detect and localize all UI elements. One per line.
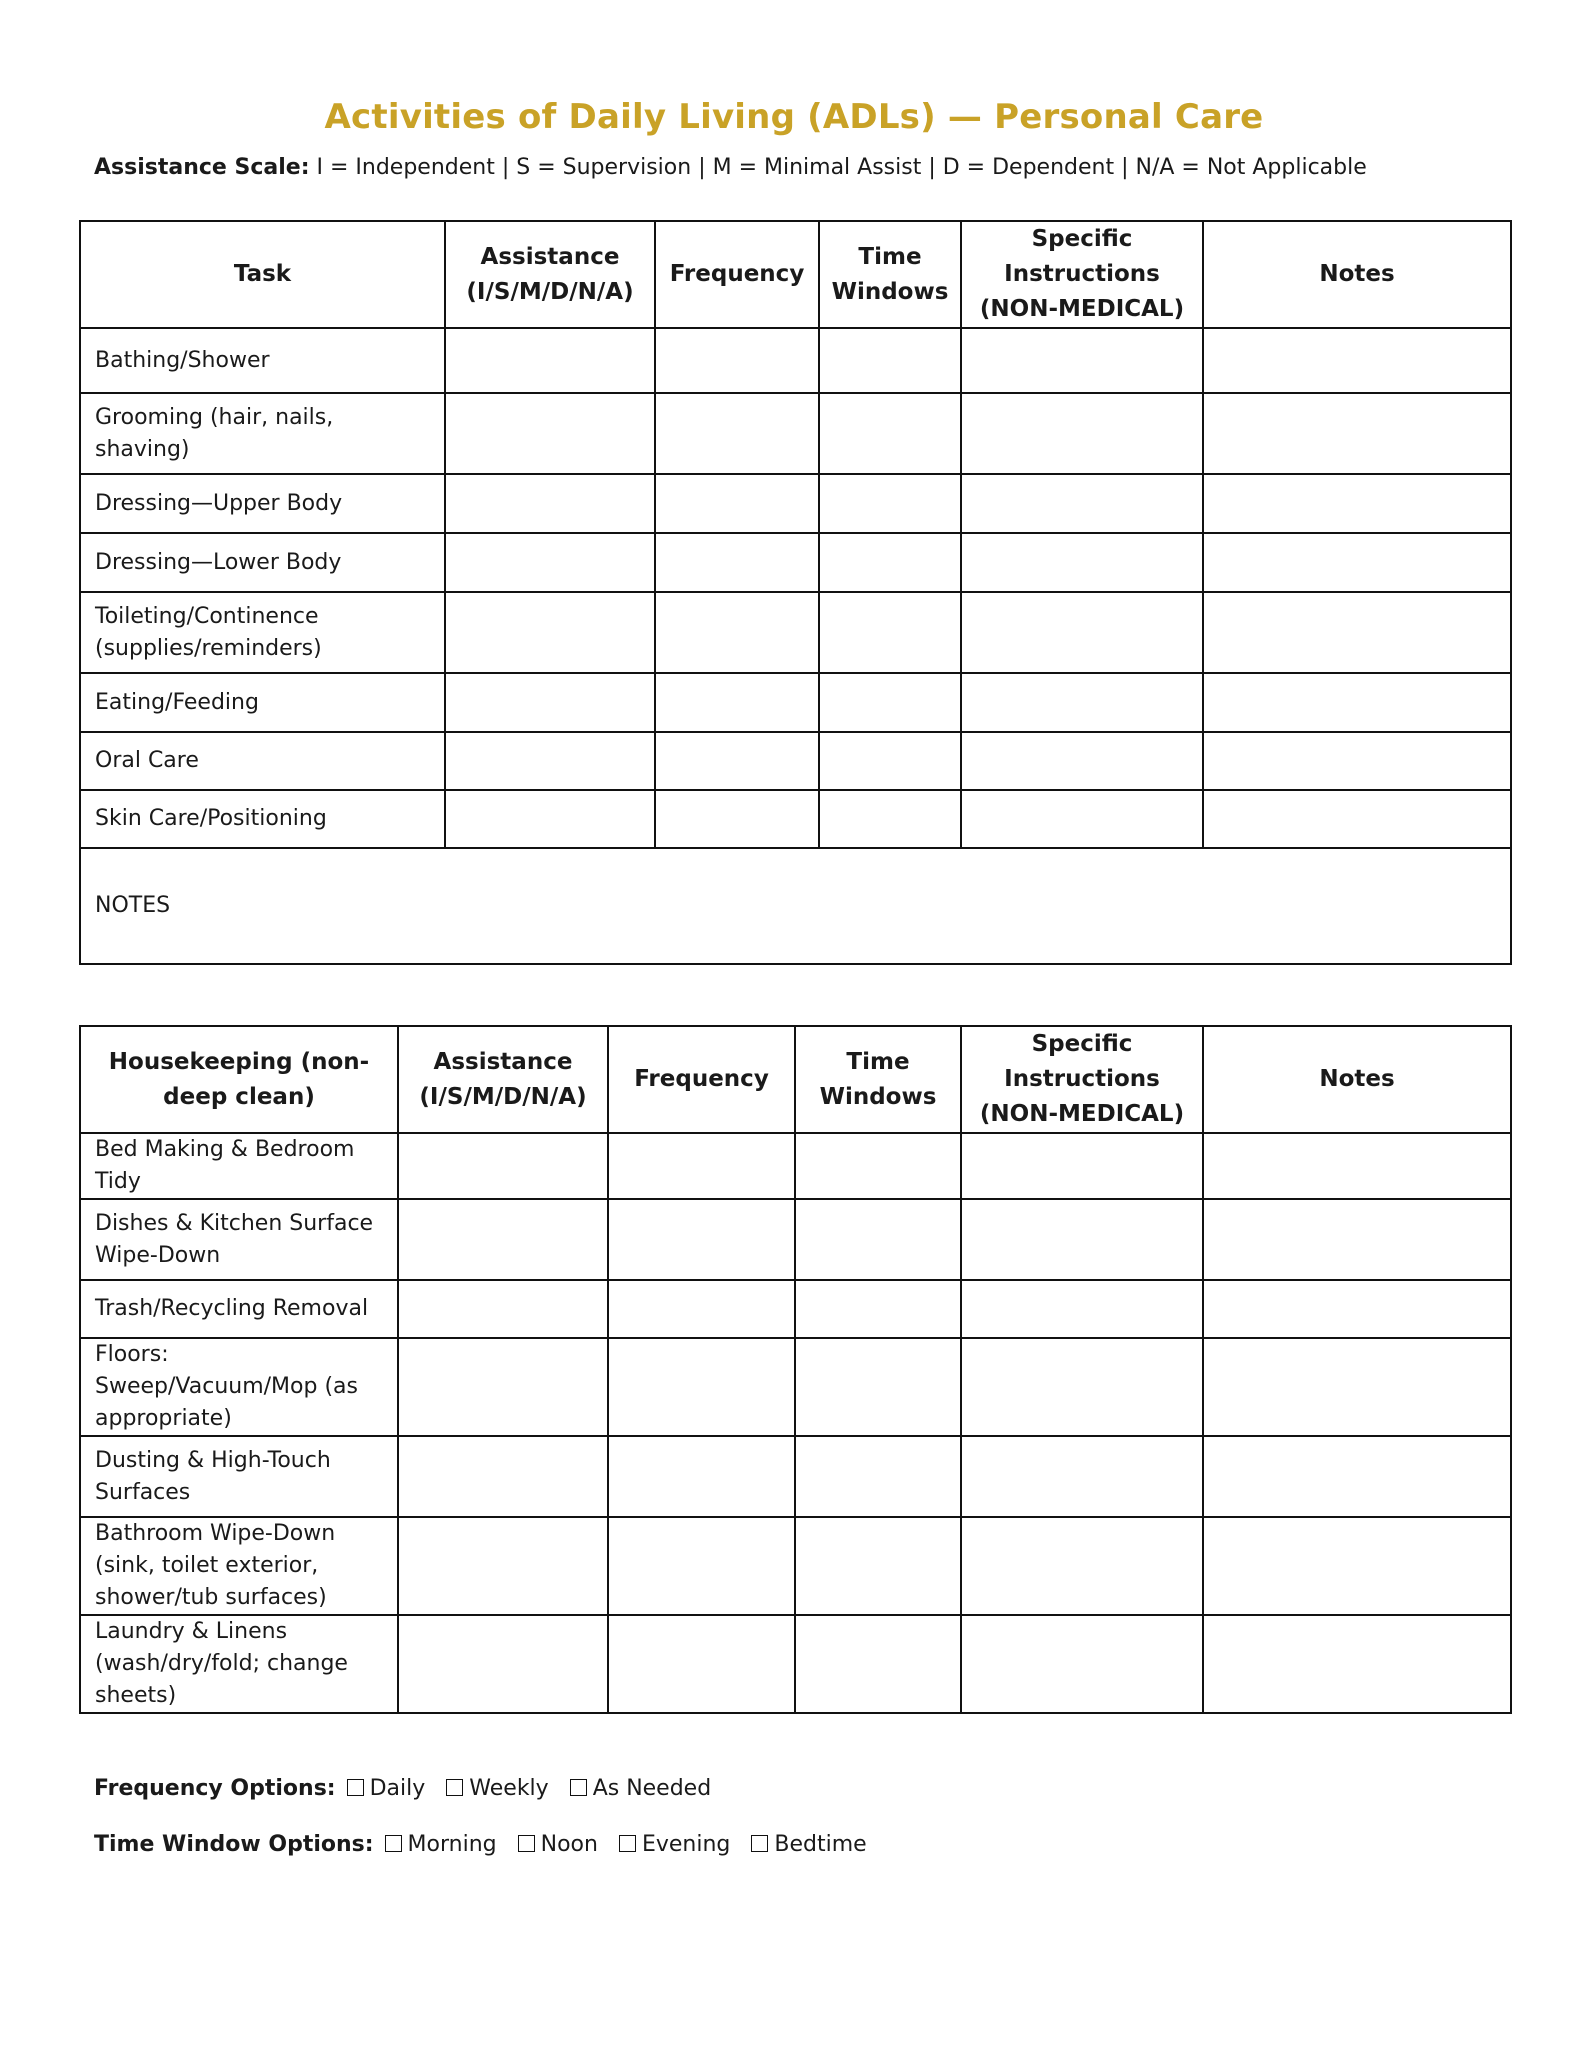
table-row xyxy=(80,790,1511,848)
adl-table xyxy=(79,220,1512,965)
notes-cell[interactable] xyxy=(1203,1338,1511,1436)
notes-cell[interactable] xyxy=(1203,1199,1511,1280)
notes-cell[interactable] xyxy=(1203,533,1511,592)
frequency-cell[interactable] xyxy=(655,790,819,848)
adl-task-label: Bathing/Shower xyxy=(80,328,445,393)
adl-task-label: Skin Care/Positioning xyxy=(80,790,445,848)
housekeeping-table xyxy=(79,1025,1512,1714)
assistance-scale-label: Assistance Scale: xyxy=(94,155,310,180)
time-window-cell[interactable] xyxy=(819,328,961,393)
frequency-cell[interactable] xyxy=(655,592,819,673)
option-label: Evening xyxy=(641,1832,731,1857)
frequency-cell[interactable] xyxy=(655,732,819,790)
checkbox-icon[interactable] xyxy=(570,1779,587,1796)
time-window-cell[interactable] xyxy=(819,592,961,673)
table-row xyxy=(80,1280,1511,1338)
option-label: Bedtime xyxy=(774,1832,867,1857)
table-row xyxy=(80,732,1511,790)
adl-header-assistance: Assistance (I/S/M/D/N/A) xyxy=(445,221,655,328)
hk-task-label: Dishes & Kitchen Surface Wipe-Down xyxy=(80,1199,398,1280)
table-row xyxy=(80,1199,1511,1280)
notes-row[interactable] xyxy=(80,848,1511,964)
table-row xyxy=(80,592,1511,673)
time-window-cell[interactable] xyxy=(795,1133,961,1199)
assistance-scale-text: I = Independent | S = Supervision | M = Minimal Assist | D = Dependent | N/A = Not Applicable xyxy=(316,155,1367,180)
checkbox-icon[interactable] xyxy=(446,1779,463,1796)
notes-cell[interactable] xyxy=(1203,1615,1511,1713)
adl-header-frequency: Frequency xyxy=(655,221,819,328)
frequency-cell[interactable] xyxy=(655,393,819,474)
assistance-cell[interactable] xyxy=(398,1517,608,1615)
frequency-cell[interactable] xyxy=(608,1280,795,1338)
assistance-cell[interactable] xyxy=(445,328,655,393)
adl-task-label: Grooming (hair, nails, shaving) xyxy=(80,393,445,474)
frequency-cell[interactable] xyxy=(608,1615,795,1713)
assistance-cell[interactable] xyxy=(398,1436,608,1517)
frequency-option-daily[interactable] xyxy=(347,1776,426,1801)
instructions-cell[interactable] xyxy=(961,393,1203,474)
instructions-cell[interactable] xyxy=(961,328,1203,393)
notes-label: NOTES xyxy=(80,848,1511,964)
adl-task-label: Oral Care xyxy=(80,732,445,790)
notes-cell[interactable] xyxy=(1203,790,1511,848)
option-label: Weekly xyxy=(469,1776,549,1801)
instructions-cell[interactable] xyxy=(961,732,1203,790)
table-row xyxy=(80,474,1511,533)
instructions-cell[interactable] xyxy=(961,1280,1203,1338)
checkbox-icon[interactable] xyxy=(347,1779,364,1796)
instructions-cell[interactable] xyxy=(961,790,1203,848)
checkbox-icon[interactable] xyxy=(751,1835,768,1852)
assistance-cell[interactable] xyxy=(398,1615,608,1713)
notes-cell[interactable] xyxy=(1203,673,1511,732)
instructions-cell[interactable] xyxy=(961,474,1203,533)
notes-cell[interactable] xyxy=(1203,474,1511,533)
notes-cell[interactable] xyxy=(1203,732,1511,790)
time-window-option-bedtime[interactable] xyxy=(751,1832,866,1857)
assistance-cell[interactable] xyxy=(445,533,655,592)
time-window-cell[interactable] xyxy=(819,790,961,848)
adl-task-label: Toileting/Continence (supplies/reminders) xyxy=(80,592,445,673)
frequency-options-label: Frequency Options: xyxy=(94,1776,336,1801)
time-window-cell[interactable] xyxy=(795,1338,961,1436)
assistance-cell[interactable] xyxy=(398,1338,608,1436)
hk-task-label: Laundry & Linens (wash/dry/fold; change sheets) xyxy=(80,1615,398,1713)
instructions-cell[interactable] xyxy=(961,1338,1203,1436)
instructions-cell[interactable] xyxy=(961,1615,1203,1713)
adl-header-task: Task xyxy=(80,221,445,328)
instructions-cell[interactable] xyxy=(961,673,1203,732)
option-label: Noon xyxy=(540,1832,598,1857)
frequency-cell[interactable] xyxy=(655,474,819,533)
time-window-option-evening[interactable] xyxy=(619,1832,730,1857)
assistance-cell[interactable] xyxy=(398,1199,608,1280)
instructions-cell[interactable] xyxy=(961,533,1203,592)
notes-cell[interactable] xyxy=(1203,1280,1511,1338)
instructions-cell[interactable] xyxy=(961,1133,1203,1199)
time-window-cell[interactable] xyxy=(795,1199,961,1280)
time-window-cell[interactable] xyxy=(819,393,961,474)
checkbox-icon[interactable] xyxy=(619,1835,636,1852)
hk-header-instructions: Specific Instructions (NON-MEDICAL) xyxy=(961,1026,1203,1133)
instructions-cell[interactable] xyxy=(961,1199,1203,1280)
hk-task-label: Trash/Recycling Removal xyxy=(80,1280,398,1338)
table-row xyxy=(80,1517,1511,1615)
option-label: Morning xyxy=(407,1832,497,1857)
frequency-cell[interactable] xyxy=(655,533,819,592)
adl-header-notes: Notes xyxy=(1203,221,1511,328)
frequency-cell[interactable] xyxy=(608,1436,795,1517)
adl-task-label: Eating/Feeding xyxy=(80,673,445,732)
assistance-cell[interactable] xyxy=(398,1133,608,1199)
table-row xyxy=(80,1133,1511,1199)
hk-header-notes: Notes xyxy=(1203,1026,1511,1133)
hk-task-label: Bed Making & Bedroom Tidy xyxy=(80,1133,398,1199)
notes-cell[interactable] xyxy=(1203,1436,1511,1517)
time-window-option-noon[interactable] xyxy=(518,1832,598,1857)
assistance-cell[interactable] xyxy=(445,790,655,848)
option-label: Daily xyxy=(369,1776,426,1801)
frequency-cell[interactable] xyxy=(655,328,819,393)
time-window-cell[interactable] xyxy=(819,673,961,732)
notes-cell[interactable] xyxy=(1203,328,1511,393)
assistance-cell[interactable] xyxy=(445,474,655,533)
time-window-options-label: Time Window Options: xyxy=(94,1832,374,1857)
table-row xyxy=(80,533,1511,592)
notes-cell[interactable] xyxy=(1203,1517,1511,1615)
time-window-cell[interactable] xyxy=(819,533,961,592)
notes-cell[interactable] xyxy=(1203,393,1511,474)
option-label: As Needed xyxy=(592,1776,712,1801)
assistance-cell[interactable] xyxy=(445,592,655,673)
frequency-options xyxy=(94,1776,721,1801)
notes-cell[interactable] xyxy=(1203,1133,1511,1199)
hk-header-time-windows: Time Windows xyxy=(795,1026,961,1133)
instructions-cell[interactable] xyxy=(961,1436,1203,1517)
time-window-cell[interactable] xyxy=(795,1517,961,1615)
adl-task-label: Dressing—Upper Body xyxy=(80,474,445,533)
instructions-cell[interactable] xyxy=(961,592,1203,673)
table-row xyxy=(80,328,1511,393)
adl-task-label: Dressing—Lower Body xyxy=(80,533,445,592)
table-row xyxy=(80,1436,1511,1517)
assistance-cell[interactable] xyxy=(445,393,655,474)
hk-header-assistance: Assistance (I/S/M/D/N/A) xyxy=(398,1026,608,1133)
hk-task-label: Bathroom Wipe-Down (sink, toilet exterior, shower/tub surfaces) xyxy=(80,1517,398,1615)
frequency-option-as-needed[interactable] xyxy=(570,1776,712,1801)
frequency-cell[interactable] xyxy=(655,673,819,732)
adl-header-row xyxy=(80,221,1511,328)
table-row xyxy=(80,393,1511,474)
hk-task-label: Floors: Sweep/Vacuum/Mop (as appropriate) xyxy=(80,1338,398,1436)
hk-header-frequency: Frequency xyxy=(608,1026,795,1133)
time-window-options xyxy=(94,1832,877,1857)
frequency-cell[interactable] xyxy=(608,1133,795,1199)
instructions-cell[interactable] xyxy=(961,1517,1203,1615)
notes-cell[interactable] xyxy=(1203,592,1511,673)
assistance-cell[interactable] xyxy=(445,732,655,790)
frequency-cell[interactable] xyxy=(608,1338,795,1436)
checkbox-icon[interactable] xyxy=(385,1835,402,1852)
adl-header-time-windows: Time Windows xyxy=(819,221,961,328)
time-window-cell[interactable] xyxy=(795,1615,961,1713)
assistance-scale xyxy=(94,155,1367,180)
table-row xyxy=(80,1615,1511,1713)
assistance-cell[interactable] xyxy=(398,1280,608,1338)
checkbox-icon[interactable] xyxy=(518,1835,535,1852)
table-row xyxy=(80,673,1511,732)
time-window-cell[interactable] xyxy=(795,1280,961,1338)
table-row xyxy=(80,1338,1511,1436)
frequency-option-weekly[interactable] xyxy=(446,1776,548,1801)
time-window-cell[interactable] xyxy=(795,1436,961,1517)
hk-header-task: Housekeeping (non-deep clean) xyxy=(80,1026,398,1133)
hk-task-label: Dusting & High-Touch Surfaces xyxy=(80,1436,398,1517)
time-window-cell[interactable] xyxy=(819,732,961,790)
frequency-cell[interactable] xyxy=(608,1199,795,1280)
hk-header-row xyxy=(80,1026,1511,1133)
assistance-cell[interactable] xyxy=(445,673,655,732)
time-window-option-morning[interactable] xyxy=(385,1832,497,1857)
page-title: Activities of Daily Living (ADLs) — Personal Care xyxy=(324,97,1264,137)
frequency-cell[interactable] xyxy=(608,1517,795,1615)
adl-header-instructions: Specific Instructions (NON-MEDICAL) xyxy=(961,221,1203,328)
time-window-cell[interactable] xyxy=(819,474,961,533)
